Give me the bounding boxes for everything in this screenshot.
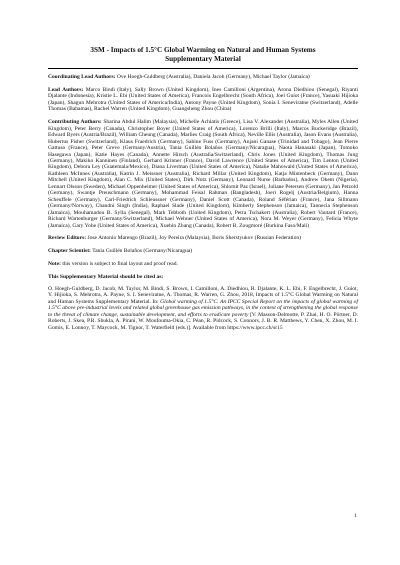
coordinating-lead-authors <box>48 74 358 80</box>
contributing-authors <box>48 119 358 229</box>
chapter-scientist-label: Chapter Scientist: <box>48 248 91 255</box>
title-divider <box>48 68 358 69</box>
chapter-scientist-text: Tania Guillén Bolaños (Germany/Nicaragua) <box>92 248 193 255</box>
citation-report-title: Global warming of 1.5°C. An IPCC Special Report on the impacts of global warming of 1.5°C above pre-industrial levels and related global greenhouse gas emission pathways, in the context of strengthening the global response to the threat of climate change, sustainable development, and efforts to eradicate poverty <box>48 298 358 318</box>
lead-authors <box>48 87 358 113</box>
review-editors-label: Review Editors: <box>48 235 87 242</box>
citation-part2: [V. Masson-Delmotte, P. Zhai, H. O. Pörtner, D. Roberts, J. Skea, P.R. Shukla, A. Pirani, W. Moufouma-Okia, C. Péan, R. Pidcock, S. Connors, J. B. R. Matthews, Y. Chen, X. Zhou, M. I. Gomis, E. Lonnoy, T. Maycock, M. Tignor, T. Waterfield (eds.)]. Available from https://www.ipcc.ch/sr15 <box>48 311 358 331</box>
page-title: 3SM - Impacts of 1.5°C Global Warming on Natural and Human Systems <box>90 46 316 54</box>
chapter-scientist <box>48 248 358 254</box>
review-editors-text: Jose Antonio Marengo (Brazil), Joy Pereira (Malaysia), Boris Sherstyukov (Russian Federation) <box>87 235 301 242</box>
contributing-authors-text: Sharina Abdul Halim (Malaysia), Michelle Achlatis (Greece), Lisa V. Alexander (Australia), Myles Allen (United Kingdom), Peter Berry (Canada), Christopher Boyer (United States of America), Lorenzo Brilli (Italy), Marcos Buckeridge (Brazil), Edward Byers (Austria/Brazil), William Cheung (Canada), Marlies Craig (South Africa), Neville Ellis (Australia), Jason Evans (Australia), Hubertus Fisher (Switzerland), Klaus Fraedrich (Germany), Sabine Fuss (Germany), Anjani Ganase (Trinidad and Tobago), Jean Pierre Gattuso (France), Peter Greve (Germany/Austria), Tania Guillén Bolaños (Germany/Nicaragua), Naota Hanasaki (Japan), Tomoko Hasegawa (Japan), Katie Hayes (Canada), Annette Hirsch (Australia/Switzerland), Chris Jones (United Kingdom), Thomas Jung (Germany), Makiko Kanninen (Finland), Gerhard Krinner (France), David Lawrence (United States of America), Tim Lenton (United Kingdom), Debora Ley (Guatemala/Mexico), Diana Liverman (United States of America), Natalie Mahowald (United States of America), Kathleen McInnes (Australia), Katrin J. Meissner (Australia), Richard Millar (United Kingdom), Katja Mintenbeck (Germany), Dann Mitchell (United Kingdom), Alan C. Mix (United States), Dirk Notz (Germany), Leonard Nurse (Barbados), Andrew Okem (Nigeria), Lennart Olsson (Sweden), Michael Oppenheimer (United States of America), Shlomit Paz (Israel), Juliane Petersen (Germany), Jan Petzold (Germany), Swantje Preuschmann (Germany), Mohammad Feisal Rahman (Bangladesh), Joeri Rogelj (Austria/Belgium), Hanna Scheuffele (Germany), Carl-Friedrich Schleussner (Germany), Daniel Scott (Canada), Roland Séférian (France), Jana Sillmann (Germany/Norway), Chandni Singh (India), Raphael Slade (United Kingdom), Kimberly Stephenson (Jamaica), Tannecia Stephenson (Jamaica), Mouhamadou B. Sylla (Senegal), Mark Tebboth (United Kingdom), Petra Tschakert (Australia), Robert Vautard (France), Richard Wartenburger (Germany/Switzerland), Michael Wehner (United States of America), Nora M. Weyer (Germany), Felicia Whyte (Jamaica), Gary Yohe (United States of America), Xuebin Zhang (Canada), Robert B. Zougmoré (Burkina Faso/Mali) <box>48 119 358 229</box>
coordinating-lead-authors-label: Coordinating Lead Authors: <box>48 74 116 80</box>
document-page <box>48 46 358 337</box>
citation-heading: This Supplementary Material should be cited as: <box>48 274 164 281</box>
citation-part1: O. Hoegh-Guldberg, D. Jacob, M. Taylor, M. Bindi, S. Brown, I. Camilloni, A. Diedhiou, R. Djalante, K. L. Ebi, F. Engelbrecht, J. Guiot, Y. Hijioka, S. Mehrotra, A. Payne, S. I. Seneviratne, A. Thomas, R. Warren, G. Zhou, 2018, Impacts of 1.5°C Global Warming on Natural and Human Systems Supplementary Material. In: <box>48 285 358 305</box>
citation-text <box>48 286 358 331</box>
review-editors <box>48 235 358 241</box>
version-note-label: Note: <box>48 261 61 268</box>
coordinating-lead-authors-text: Ove Hoegh-Guldberg (Australia), Daniela Jacob (Germany), Michael Taylor (Jamaica) <box>116 74 310 80</box>
version-note <box>48 261 358 267</box>
page-subtitle: Supplementary Material <box>165 55 241 63</box>
lead-authors-label: Lead Authors: <box>48 86 84 93</box>
contributing-authors-label: Contributing Authors: <box>48 119 102 126</box>
lead-authors-text: Marco Bindi (Italy), Sally Brown (United Kingdom), Ines Camilloni (Argentina), Arona Diedhiou (Senegal), Riyanti Djalante (Indonesia), Kristie L. Ebi (United States of America), Francois Engelbrecht (South Africa), Joel Guiot (France), Yasuaki Hijioka (Japan), Shagun Mehrotra (United States of America/India), Antony Payne (United Kingdom), Sonia I. Seneviratne (Switzerland), Adelle Thomas (Bahamas), Rachel Warren (United Kingdom), Guangsheng Zhou (China) <box>48 86 358 113</box>
version-note-text: this version is subject to final layout and proof read. <box>62 261 178 268</box>
page-number: 1 <box>354 513 357 519</box>
